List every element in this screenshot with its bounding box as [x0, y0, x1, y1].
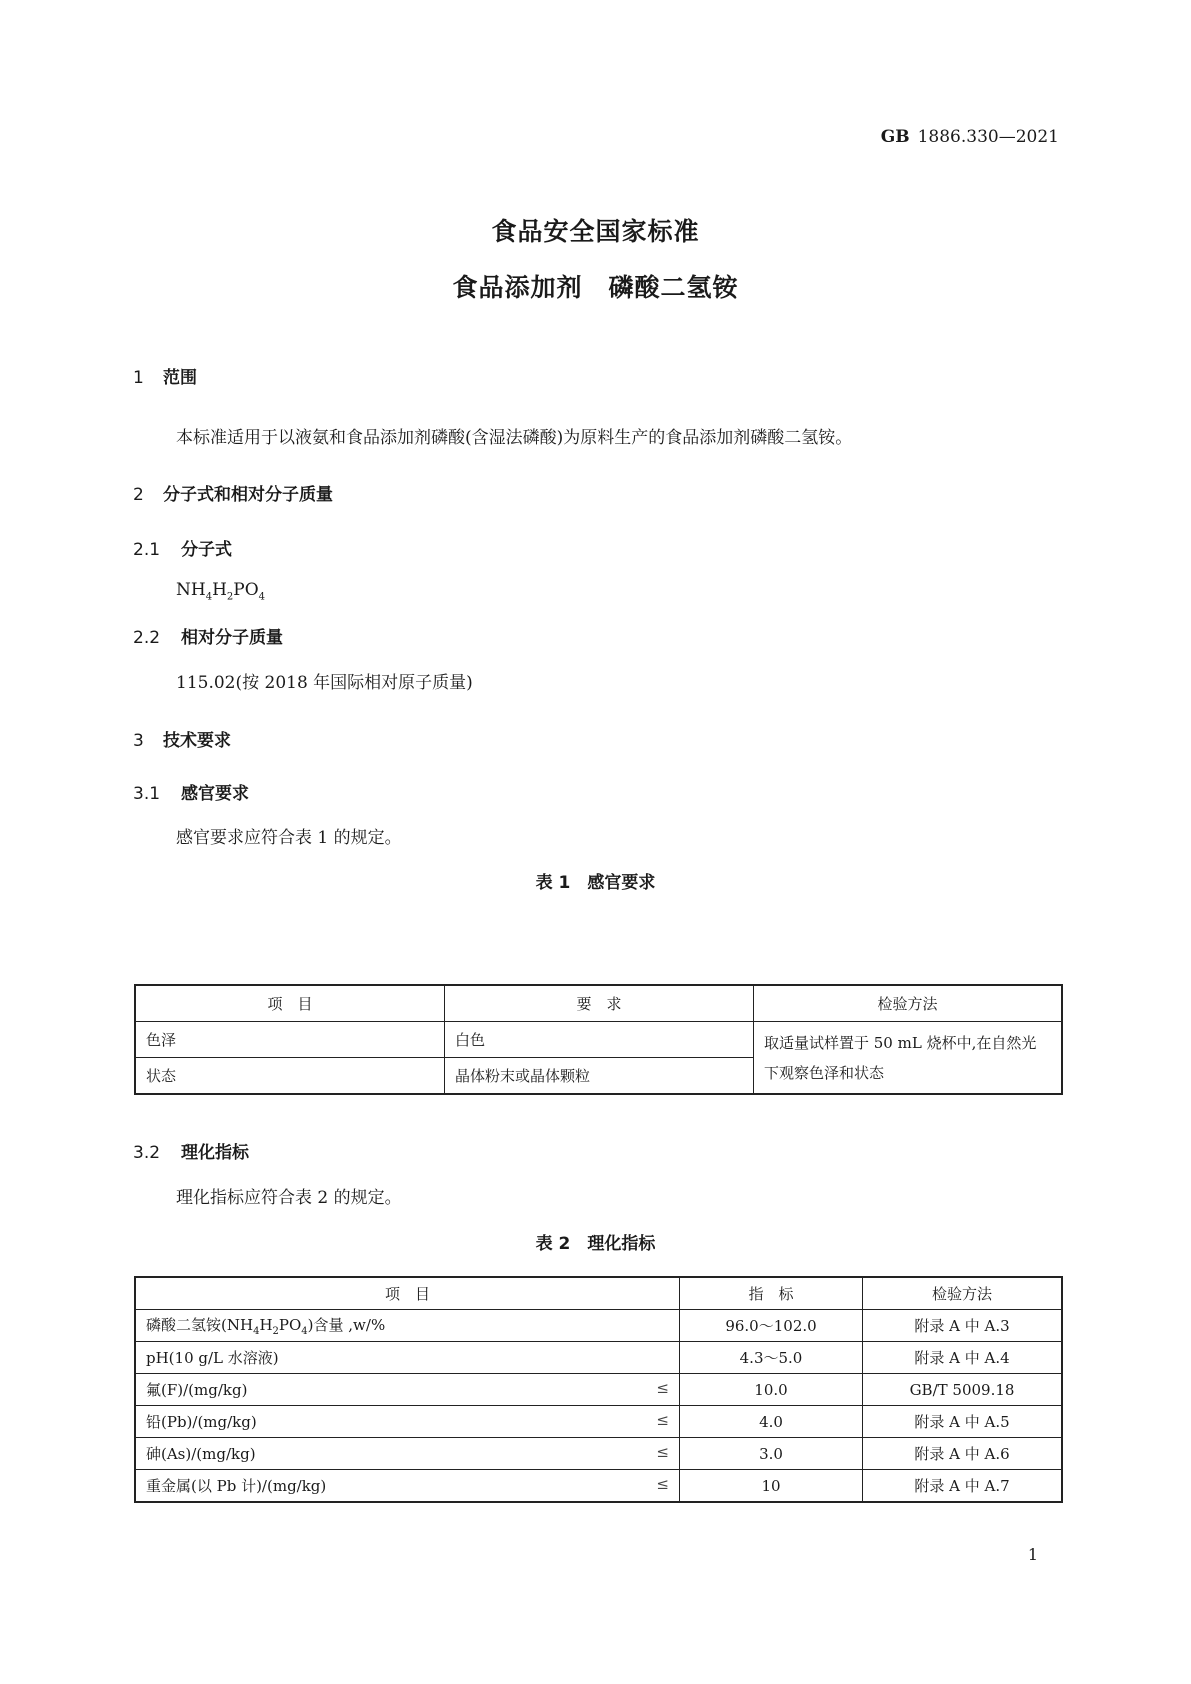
table-cell-method: 取适量试样置于 50 mL 烧杯中,在自然光下观察色泽和状态	[754, 1022, 1063, 1095]
table2-physicochemical	[134, 1276, 1063, 1503]
section-title: 分子式和相对分子质量	[163, 485, 333, 505]
table-row	[135, 1310, 1062, 1342]
section-1-heading	[133, 363, 197, 388]
table-cell-value: 96.0～102.0	[680, 1310, 863, 1342]
section-title: 相对分子质量	[181, 628, 283, 648]
table-header-cell: 要 求	[445, 985, 754, 1022]
table-header-row	[135, 985, 1062, 1022]
table-cell-item: 砷(As)/(mg/kg) ≤	[135, 1438, 680, 1470]
table-cell-item: 铅(Pb)/(mg/kg) ≤	[135, 1406, 680, 1438]
table-row	[135, 1374, 1062, 1406]
table-cell-value: 10.0	[680, 1374, 863, 1406]
table-cell-method: 附录 A 中 A.4	[863, 1342, 1063, 1374]
le-symbol: ≤	[656, 1475, 669, 1493]
std-prefix: GB	[880, 127, 910, 147]
section-3-1-heading	[133, 779, 249, 804]
table2-caption: 表 2 理化指标	[535, 1234, 656, 1254]
table-cell-value: 4.0	[680, 1406, 863, 1438]
section-number: 3.2	[133, 1143, 161, 1163]
table-cell-item: 色泽	[135, 1022, 445, 1058]
le-symbol: ≤	[656, 1411, 669, 1429]
table1-sensory	[134, 984, 1063, 1095]
doc-title-line2: 食品添加剂 磷酸二氢铵	[452, 273, 739, 302]
section-number: 2	[133, 485, 144, 505]
table-row	[135, 1342, 1062, 1374]
section-title: 范围	[163, 368, 197, 388]
section-number: 2.1	[133, 540, 161, 560]
section-title: 分子式	[181, 540, 232, 560]
table-row	[135, 1438, 1062, 1470]
section-3-heading	[133, 726, 231, 751]
standard-number	[881, 127, 1059, 147]
molecular-mass-text: 115.02(按 2018 年国际相对原子质量)	[176, 673, 473, 693]
section-title: 理化指标	[181, 1143, 249, 1163]
table-header-row	[135, 1277, 1062, 1310]
table-cell-item: pH(10 g/L 水溶液)	[135, 1342, 680, 1374]
table1-caption: 表 1 感官要求	[535, 873, 656, 893]
le-symbol: ≤	[656, 1379, 669, 1397]
table-header-cell: 检验方法	[863, 1277, 1063, 1310]
table-cell-method: GB/T 5009.18	[863, 1374, 1063, 1406]
table-cell-item: 状态	[135, 1058, 445, 1095]
table-cell-method: 附录 A 中 A.6	[863, 1438, 1063, 1470]
le-symbol: ≤	[656, 1443, 669, 1461]
table-cell-value: 10	[680, 1470, 863, 1503]
table-row	[135, 1406, 1062, 1438]
table-cell-method: 附录 A 中 A.7	[863, 1470, 1063, 1503]
section-number: 2.2	[133, 628, 161, 648]
section-3-2-heading	[133, 1138, 249, 1163]
std-number: 1886.330—2021	[917, 127, 1059, 147]
table-row	[135, 1470, 1062, 1503]
table-cell-item: 磷酸二氢铵$(NH_4H_2PO_4)$含量 ,w/%	[135, 1310, 680, 1342]
section-number: 3	[133, 731, 144, 751]
page-number: 1	[1027, 1545, 1038, 1564]
section-3-2-text: 理化指标应符合表 2 的规定。	[176, 1188, 402, 1208]
table-cell-item: 重金属(以 Pb 计)/(mg/kg) ≤	[135, 1470, 680, 1503]
section-3-1-text: 感官要求应符合表 1 的规定。	[176, 828, 402, 848]
section-2-heading	[133, 480, 333, 505]
molecular-formula: $NH_4H_2PO_4$	[176, 580, 266, 603]
table-header-cell: 项 目	[135, 1277, 680, 1310]
section-number: 1	[133, 368, 144, 388]
section-number: 3.1	[133, 784, 161, 804]
table-header-cell: 指 标	[680, 1277, 863, 1310]
section-2-1-heading	[133, 535, 232, 560]
table-cell-value: 4.3～5.0	[680, 1342, 863, 1374]
section-1-text: 本标准适用于以液氨和食品添加剂磷酸(含湿法磷酸)为原料生产的食品添加剂磷酸二氢铵。	[176, 428, 853, 448]
section-title: 感官要求	[181, 784, 249, 804]
table-cell-item: 氟(F)/(mg/kg) ≤	[135, 1374, 680, 1406]
table-cell-value: 3.0	[680, 1438, 863, 1470]
table-cell-requirement: 晶体粉末或晶体颗粒	[445, 1058, 754, 1095]
table-header-cell: 项 目	[135, 985, 445, 1022]
table-cell-requirement: 白色	[445, 1022, 754, 1058]
table-cell-method: 附录 A 中 A.3	[863, 1310, 1063, 1342]
table-header-cell: 检验方法	[754, 985, 1063, 1022]
table-row	[135, 1022, 1062, 1058]
doc-title-line1: 食品安全国家标准	[491, 217, 700, 246]
section-title: 技术要求	[163, 731, 231, 751]
table-cell-method: 附录 A 中 A.5	[863, 1406, 1063, 1438]
section-2-2-heading	[133, 623, 283, 648]
